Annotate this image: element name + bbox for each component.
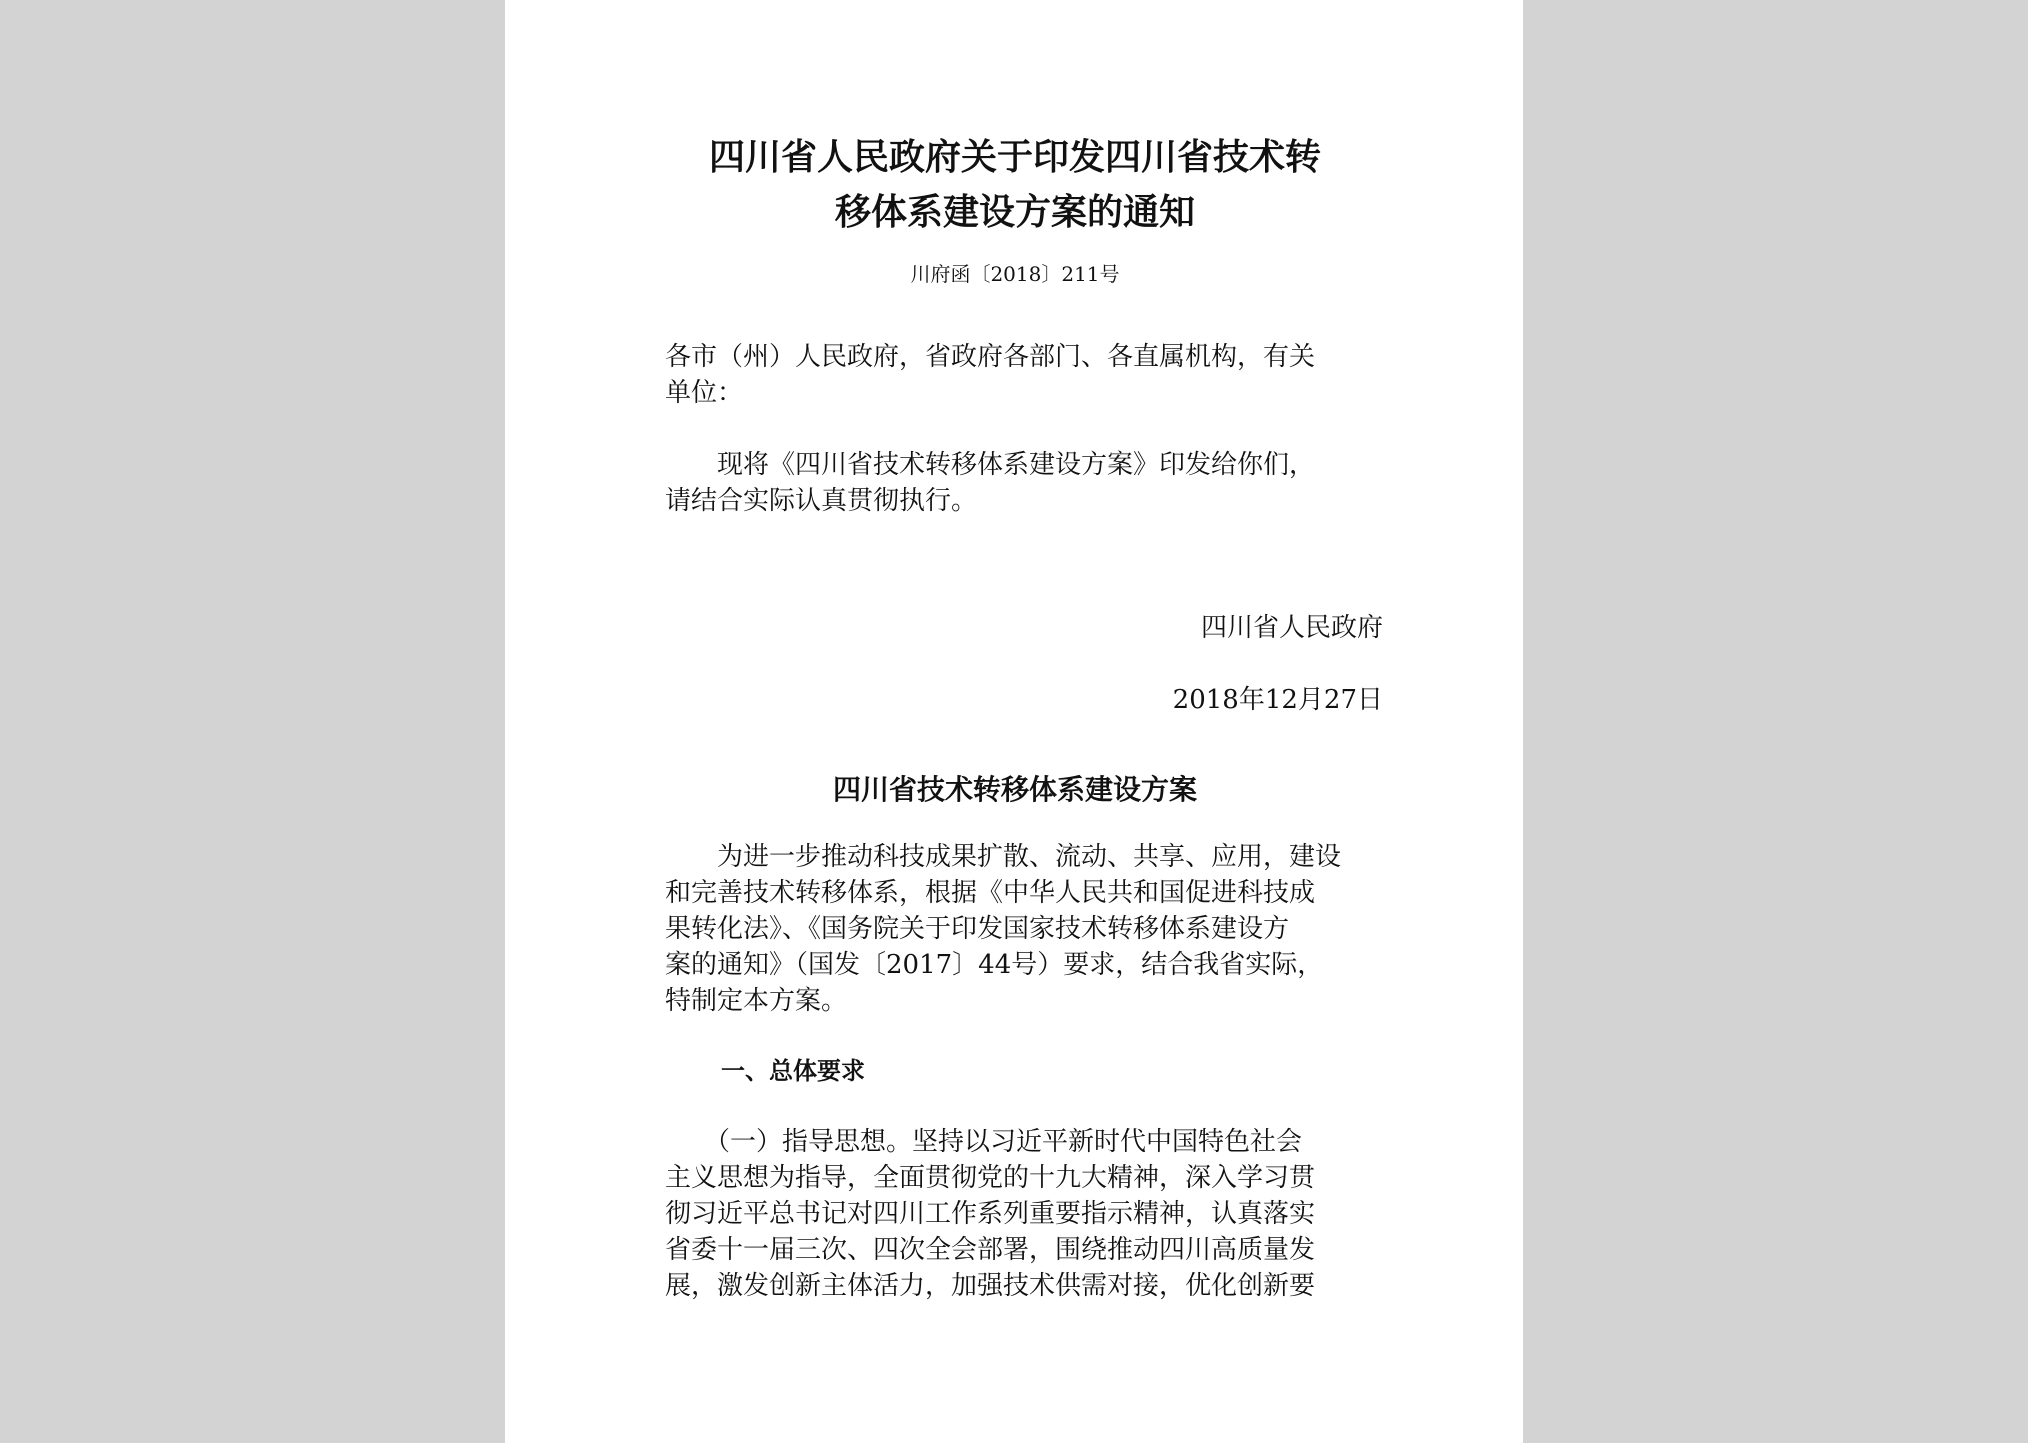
notice-body-line-1: 现将《四川省技术转移体系建设方案》印发给你们， [665, 450, 1316, 480]
notice-title-line-2: 移体系建设方案的通知 [834, 192, 1195, 233]
addressee-line-1: 各市（州）人民政府，省政府各部门、各直属机构，有关 [665, 342, 1316, 372]
plan-intro-line-1: 为进一步推动科技成果扩散、流动、共享、应用，建设 [665, 842, 1342, 872]
issue-date: 2018年12月27日 [1172, 685, 1383, 715]
section-para-line-4: 省委十一届三次、四次全会部署，围绕推动四川高质量发 [665, 1235, 1316, 1265]
plan-intro-line-2: 和完善技术转移体系，根据《中华人民共和国促进科技成 [665, 878, 1316, 908]
document-number: 川府函〔2018〕211号 [910, 262, 1120, 286]
plan-title: 四川省技术转移体系建设方案 [832, 773, 1197, 806]
document-page [505, 0, 1523, 1443]
addressee-line-2: 单位： [665, 378, 744, 408]
section-para-line-1: （一）指导思想。坚持以习近平新时代中国特色社会 [665, 1127, 1303, 1157]
notice-title-line-1: 四川省人民政府关于印发四川省技术转 [708, 137, 1321, 178]
plan-intro-line-4: 案的通知》（国发〔2017〕44号）要求，结合我省实际， [665, 950, 1324, 980]
section-para-line-5: 展，激发创新主体活力，加强技术供需对接，优化创新要 [665, 1271, 1316, 1301]
notice-body-line-2: 请结合实际认真贯彻执行。 [665, 486, 978, 516]
issuer-signature: 四川省人民政府 [1200, 613, 1383, 643]
section-para-line-3: 彻习近平总书记对四川工作系列重要指示精神，认真落实 [665, 1199, 1316, 1229]
section-heading: 一、总体要求 [721, 1057, 865, 1085]
page-content [665, 0, 1383, 1443]
section-para-line-2: 主义思想为指导，全面贯彻党的十九大精神，深入学习贯 [665, 1163, 1316, 1193]
plan-intro-line-5: 特制定本方案。 [665, 986, 848, 1016]
plan-intro-line-3: 果转化法》、《国务院关于印发国家技术转移体系建设方 [665, 914, 1290, 944]
